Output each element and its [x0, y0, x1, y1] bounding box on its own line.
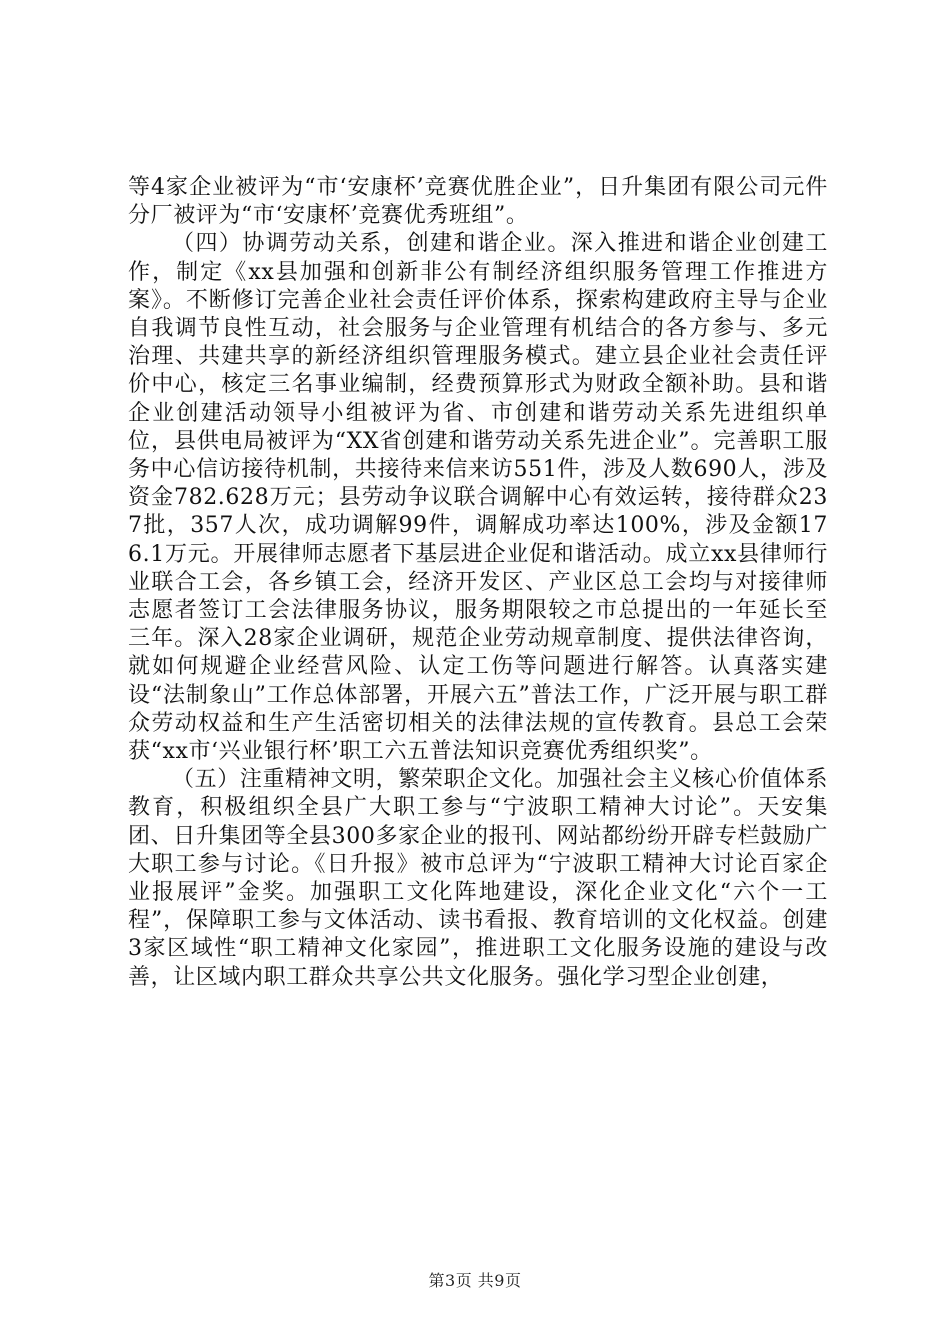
paragraph-section-four: （四）协调劳动关系，创建和谐企业。深入推进和谐企业创建工作，制定《xx县加强和创新非公有制经济组织服务管理工作推进方案》。不断修订完善企业社会责任评价体系，探索构建政府主导与企业自我调节良性互动，社会服务与企业管理有机结合的各方参与、多元治理、共建共享的新经济组织管理服务模式。建立县企业社会责任评价中心，核定三名事业编制，经费预算形式为财政全额补助。县和谐企业创建活动领导小组被评为省、市创建和谐劳动关系先进组织单位，县供电局被评为“XX省创建和谐劳动关系先进企业”。完善职工服务中心信访接待机制，共接待来信来访551件，涉及人数690人，涉及资金782.628万元；县劳动争议联合调解中心有效运转，接待群众237批，357人次，成功调解99件，调解成功率达100%，涉及金额176.1万元。开展律师志愿者下基层进企业促和谐活动。成立xx县律师行业联合工会，各乡镇工会，经济开发区、产业区总工会均与对接律师志愿者签订工会法律服务协议，服务期限较之市总提出的一年延长至三年。深入28家企业调研，规范企业劳动规章制度、提供法律咨询，就如何规避企业经营风险、认定工伤等问题进行解答。认真落实建设“法制象山”工作总体部署，开展六五”普法工作，广泛开展与职工群众劳动权益和生产生活密切相关的法律法规的宣传教育。县总工会荣获“xx市‘兴业银行杯’职工六五普法知识竞赛优秀组织奖”。: [128, 231, 828, 765]
paragraph-continuation: 等4家企业被评为“市‘安康杯’竞赛优胜企业”，日升集团有限公司元件分厂被评为“市‘安康杯’竞赛优秀班组”。: [128, 175, 828, 229]
page-number-footer: 第3页 共9页: [428, 1271, 522, 1290]
document-body: [128, 174, 828, 992]
paragraph-section-five: （五）注重精神文明，繁荣职企文化。加强社会主义核心价值体系教育，积极组织全县广大职工参与“宁波职工精神大讨论”。天安集团、日升集团等全县300多家企业的报刊、网站都纷纷开辟专栏鼓励广大职工参与讨论。《日升报》被市总评为“宁波职工精神大讨论百家企业报展评”金奖。加强职工文化阵地建设，深化企业文化“六个一工程”，保障职工参与文体活动、读书看报、教育培训的文化权益。创建3家区域性“职工精神文化家园”，推进职工文化服务设施的建设与改善，让区域内职工群众共享公共文化服务。强化学习型企业创建，: [128, 767, 828, 990]
